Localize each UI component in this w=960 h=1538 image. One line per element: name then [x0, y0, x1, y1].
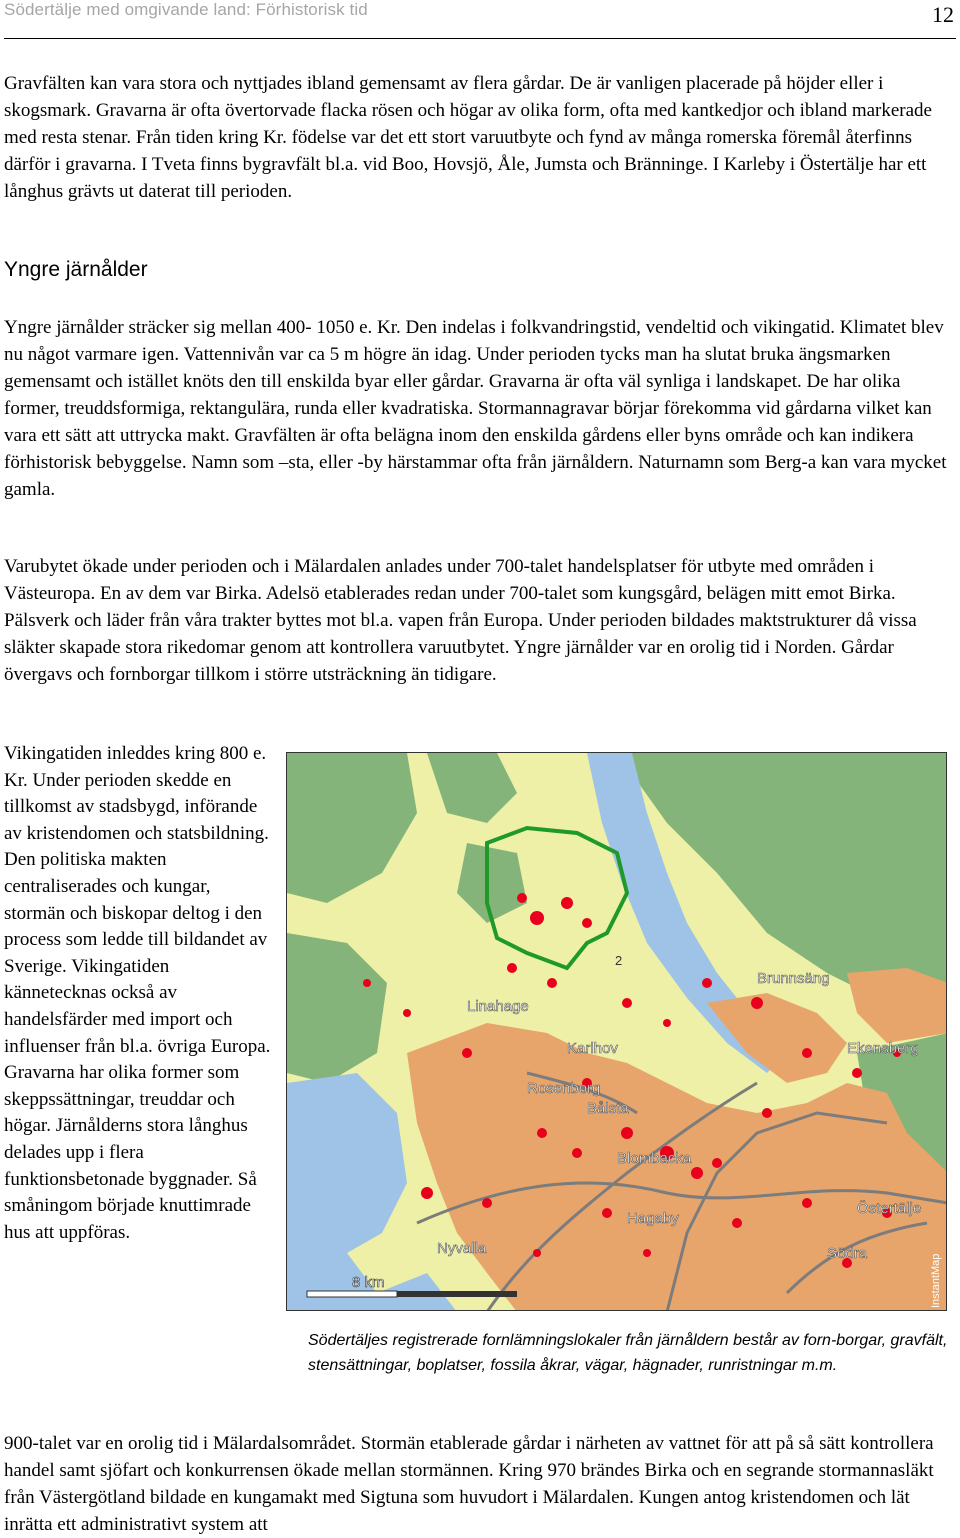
- map-label: Brunnsäng: [757, 970, 830, 987]
- map-label: Ekensberg: [847, 1040, 919, 1057]
- map-label: Östertälje: [857, 1200, 922, 1217]
- map-label: Nyvalla: [437, 1240, 487, 1257]
- map-label: Rosenborg: [527, 1080, 601, 1097]
- map-label: Linahage: [467, 998, 529, 1015]
- map-label: Blombacka: [617, 1150, 692, 1167]
- paragraph-varubytet: Varubytet ökade under perioden och i Mälardalen anlades under 700-talet handelsplatser för utbyte med områden i Västeuropa. En av dem var Birka. Adelsö etablerades redan under 700-talet som kungsgård, belägen mitt emot Birka. Pälsverk och läder från våra trakter byttes mot bl.a. vapen från Europa. Under perioden bildades maktstrukturer då vissa släkter skapade stora rikedomar genom att kontrollera varuutbytet. Yngre järnålder var en orolig tid i Norden. Gårdar övergavs och fornborgar tillkom i större utsträckning än tidigare.: [4, 556, 917, 685]
- map-label: Hagaby: [627, 1210, 679, 1227]
- map-label: Bålsta: [587, 1100, 629, 1117]
- running-title: Södertälje med omgivande land: Förhistorisk tid: [4, 0, 368, 19]
- map-image: [287, 753, 947, 1311]
- map-caption: Södertäljes registrerade fornlämningslokaler från järnåldern består av forn-borgar, gravfält, stensättningar, boplatser, fossila åkrar, vägar, hägnader, runristningar m.m.: [308, 1332, 948, 1374]
- map-figure: [286, 752, 947, 1311]
- paragraph-gravfalten: Gravfälten kan vara stora och nyttjades ibland gemensamt av flera gårdar. De är vanligen placerade på höjder eller i skogsmark. Gravarna är ofta övertorvade flacka rösen och högar av olika form, ofta med kantkedjor och ibland markerade med resta stenar. Från tiden kring Kr. födelse var det ett stort varuutbyte och fynd av många romerska föremål återfinns därför i gravarna. I Tveta finns bygravfält bl.a. vid Boo, Hovsjö, Åle, Jumsta och Bränninge. I Karleby i Östertälje har ett långhus grävts ut daterat till perioden.: [4, 73, 932, 202]
- map-scale-label: 8 km: [352, 1274, 385, 1291]
- section-heading-yngre-jarnalder: Yngre järnålder: [4, 258, 148, 281]
- paragraph-vikingatiden: Vikingatiden inleddes kring 800 e. Kr. Under perioden skedde en tillkomst av stadsbygd, införande av kristendomen och statsbildning. Den politiska makten centraliserades och kungar, stormän och biskopar deltog i den process som ledde till bildandet av Sverige. Vikingatiden kännetecknas också av handelsfärder med import och influenser från bl.a. övriga Europa. Gravarna har olika former som skeppssättningar, treuddar och högar. Järnålderns stora långhus delades upp i flera funktionsbetonade byggnader. Så småningom började knuttimrade hus att uppföras.: [4, 743, 271, 1243]
- paragraph-yngre-jarnalder: Yngre järnålder sträcker sig mellan 400- 1050 e. Kr. Den indelas i folkvandringstid, vendeltid och vikingatid. Klimatet blev nu något varmare igen. Vattennivån var ca 5 m högre än idag. Under perioden tycks man ha slutat bruka ängsmarken gemensamt och istället knöts den till enskilda byar eller gårdar. Gravarna är ofta väl synliga i landskapet. De har olika former, treuddsformiga, rektangulära, runda eller kvadratiska. Stormannagravar börjar förekomma vid gårdarna vilket kan vara ett sätt att uttrycka makt. Gravfälten är ofta belägna inom den enskilda gårdens eller byns område och kan indikera förhistorisk bebyggelse. Namn som –sta, eller -by härstammar ofta från järnåldern. Naturnamn som Berg-a kan vara mycket gamla.: [4, 317, 947, 500]
- map-label: Södra: [827, 1245, 868, 1262]
- map-grid-label: 2: [615, 953, 623, 968]
- map-watermark: InstantMap: [930, 1253, 942, 1308]
- paragraph-900-talet: 900-talet var en orolig tid i Mälardalsområdet. Stormän etablerade gårdar i närheten av vattnet för att på så sätt kontrollera handel samt sjöfart och konkurrensen ökade mellan stormännen. Kring 970 brändes Birka och en segrande stormannasläkt från Västergötland bildade en kungamakt med Sigtuna som huvudort i Mälardalen. Kungen antog kristendomen och lät inrätta ett administrativt system att: [4, 1433, 934, 1535]
- header-divider: [4, 38, 956, 39]
- map-label: Karlhov: [567, 1040, 618, 1057]
- page-number: 12: [932, 2, 954, 27]
